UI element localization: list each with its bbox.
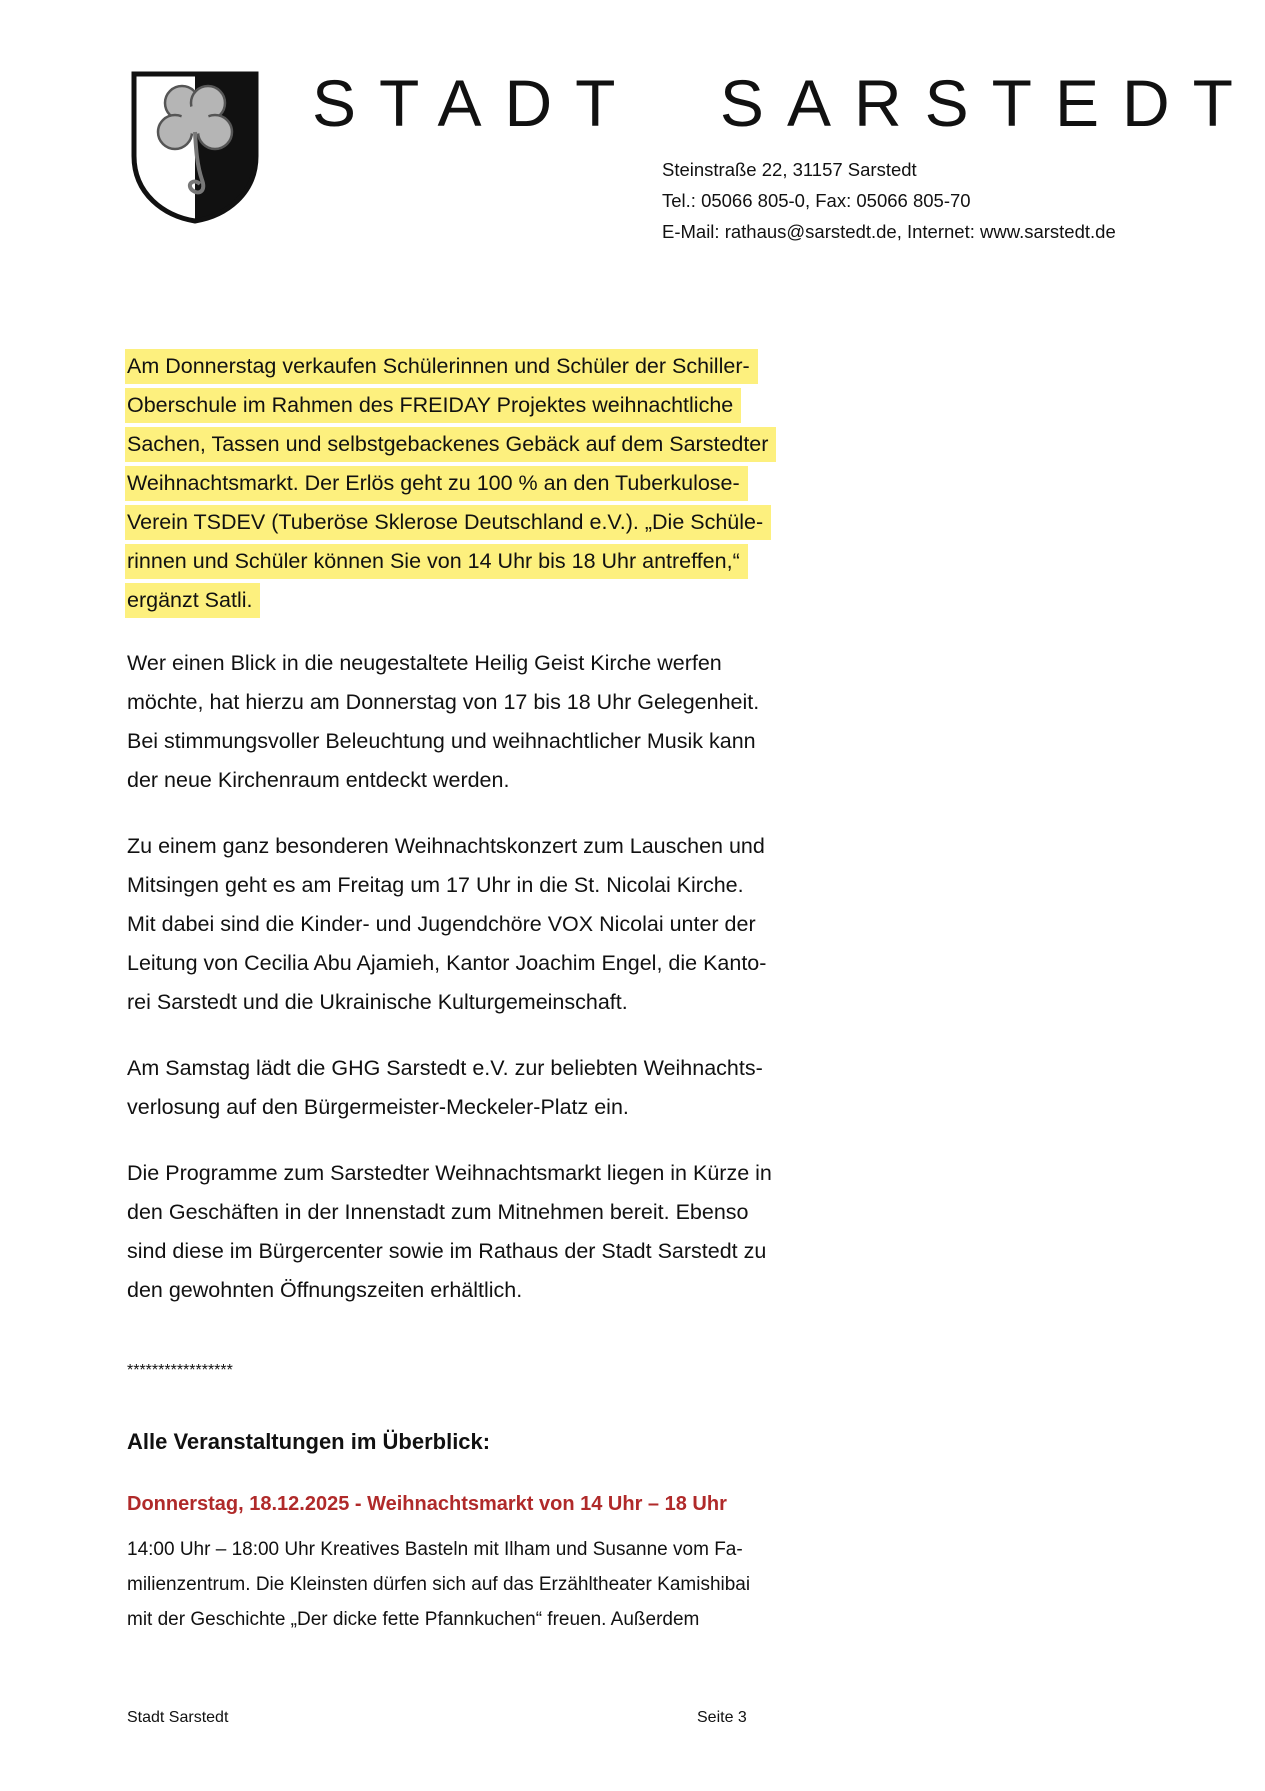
paragraph-4-line: Am Samstag lädt die GHG Sarstedt e.V. zur beliebten Weihnachts- bbox=[127, 1056, 763, 1080]
page-number: Seite 3 bbox=[697, 1709, 747, 1726]
day-description-line: milienzentrum. Die Kleinsten dürfen sich auf das Erzähltheater Kamishibai bbox=[127, 1574, 751, 1595]
paragraph-1-line: ergänzt Satli. bbox=[127, 588, 260, 612]
paragraph-5-line: den gewohnten Öffnungszeiten erhältlich. bbox=[127, 1278, 523, 1302]
paragraph-2-line: der neue Kirchenraum entdeckt werden. bbox=[127, 768, 510, 792]
address-line: Steinstraße 22, 31157 Sarstedt bbox=[662, 159, 917, 180]
paragraph-2-line: Bei stimmungsvoller Beleuchtung und weihnachtlicher Musik kann bbox=[127, 729, 756, 753]
paragraph-3-line: Leitung von Cecilia Abu Ajamieh, Kantor Joachim Engel, die Kanto- bbox=[127, 951, 767, 975]
paragraph-2-line: möchte, hat hierzu am Donnerstag von 17 bis 18 Uhr Gelegenheit. bbox=[127, 690, 760, 714]
paragraph-5-line: Die Programme zum Sarstedter Weihnachtsmarkt liegen in Kürze in bbox=[127, 1161, 772, 1185]
paragraph-5-line: sind diese im Bürgercenter sowie im Rathaus der Stadt Sarstedt zu bbox=[127, 1239, 767, 1263]
paragraph-1-line: Am Donnerstag verkaufen Schülerinnen und Schüler der Schiller- bbox=[127, 354, 758, 378]
phone-fax-line: Tel.: 05066 805-0, Fax: 05066 805-70 bbox=[662, 190, 971, 211]
day-heading: Donnerstag, 18.12.2025 - Weihnachtsmarkt von 14 Uhr – 18 Uhr bbox=[127, 1493, 727, 1515]
city-coat-of-arms-logo bbox=[130, 70, 260, 224]
paragraph-1-line: Oberschule im Rahmen des FREIDAY Projektes weihnachtliche bbox=[127, 393, 741, 417]
paragraph-3-line: Zu einem ganz besonderen Weihnachtskonzert zum Lauschen und bbox=[127, 834, 765, 858]
email-website-line: E-Mail: rathaus@sarstedt.de, Internet: www.sarstedt.de bbox=[662, 221, 1116, 242]
paragraph-3-line: rei Sarstedt und die Ukrainische Kulturgemeinschaft. bbox=[127, 990, 628, 1014]
paragraph-1-line: Verein TSDEV (Tuberöse Sklerose Deutschland e.V.). „Die Schüle- bbox=[127, 510, 771, 534]
overview-heading: Alle Veranstaltungen im Überblick: bbox=[127, 1429, 491, 1454]
paragraph-1-line: Weihnachtsmarkt. Der Erlös geht zu 100 % an den Tuberkulose- bbox=[127, 471, 748, 495]
city-name-title: STADT SARSTEDT bbox=[312, 66, 1256, 140]
paragraph-3-line: Mit dabei sind die Kinder- und Jugendchöre VOX Nicolai unter der bbox=[127, 912, 756, 936]
paragraph-1-line: Sachen, Tassen und selbstgebackenes Gebäck auf dem Sarstedter bbox=[127, 432, 776, 456]
separator: ***************** bbox=[127, 1362, 233, 1379]
day-description-line: 14:00 Uhr – 18:00 Uhr Kreatives Basteln mit Ilham und Susanne vom Fa- bbox=[127, 1539, 743, 1560]
day-description-line: mit der Geschichte „Der dicke fette Pfannkuchen“ freuen. Außerdem bbox=[127, 1609, 700, 1630]
paragraph-3-line: Mitsingen geht es am Freitag um 17 Uhr in die St. Nicolai Kirche. bbox=[127, 873, 744, 897]
footer-publisher: Stadt Sarstedt bbox=[127, 1709, 229, 1726]
paragraph-1-line: rinnen und Schüler können Sie von 14 Uhr bis 18 Uhr antreffen,“ bbox=[127, 549, 748, 573]
paragraph-4-line: verlosung auf den Bürgermeister-Meckeler-Platz ein. bbox=[127, 1095, 629, 1119]
paragraph-5-line: den Geschäften in der Innenstadt zum Mitnehmen bereit. Ebenso bbox=[127, 1200, 749, 1224]
paragraph-2-line: Wer einen Blick in die neugestaltete Heilig Geist Kirche werfen bbox=[127, 651, 722, 675]
